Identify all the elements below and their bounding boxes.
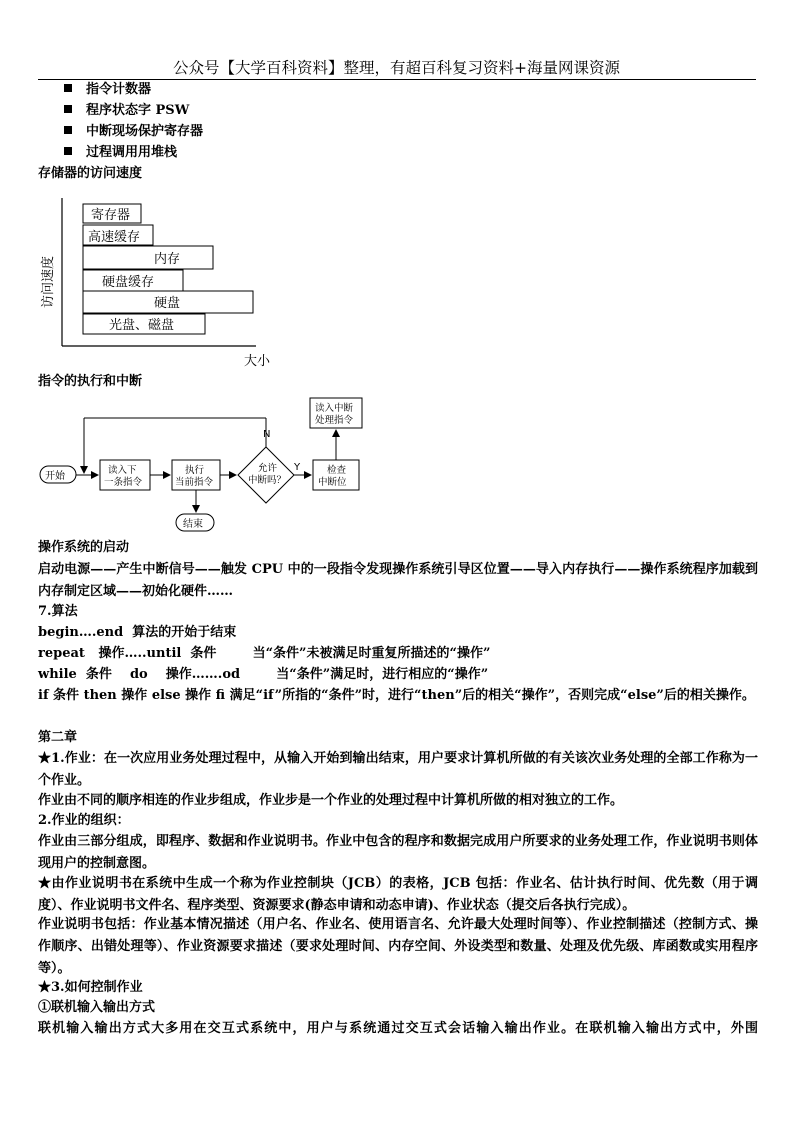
online-io-title: ①联机输入输出方式	[38, 1000, 156, 1015]
instruction-flowchart	[30, 394, 370, 536]
yes-label: Y	[294, 462, 301, 473]
memory-hierarchy-diagram	[30, 186, 330, 372]
bullet-item: 指令计数器	[64, 80, 151, 100]
online-io-paragraph: 联机输入输出方式大多用在交互式系统中，用户与系统通过交互式会话输入输出作业。在联机输入输出方式中，外围	[38, 1021, 758, 1036]
algorithm-while-line: while 条件 do 操作…….od 当“条件”满足时，进行相应的“操作”	[38, 667, 489, 682]
x-axis-label: 大小	[244, 354, 271, 369]
square-bullet-icon	[64, 147, 72, 155]
algorithm-title: 7.算法	[38, 604, 78, 619]
job-spec-paragraph: 作业说明书包括：作业基本情况描述（用户名、作业名、使用语言名、允许最大处理时间等）、作业控制描述（控制方式、操作顺序、出错处理等）、作业资源要求描述（要求处理时间、内存空间、外设类型和数量、处理及优先级、库函数或实用程序等）。	[38, 917, 758, 976]
end-label: 结束	[183, 519, 203, 530]
boot-title: 操作系统的启动	[38, 540, 130, 555]
decision-label: 中断吗？	[248, 475, 287, 486]
memory-level-label: 硬盘缓存	[102, 275, 155, 290]
boot-paragraph: 启动电源——产生中断信号——触发 CPU 中的一段指令发现操作系统引导区位置——导入内存执行——操作系统程序加载到内存制定区域——初始化硬件……	[38, 562, 758, 599]
bullet-item: 程序状态字 PSW	[64, 101, 189, 121]
handler-label: 读入中断	[315, 403, 354, 414]
bullet-item: 中断现场保护寄存器	[64, 122, 203, 142]
execute-label: 执行	[185, 465, 205, 476]
jcb-paragraph: ★由作业说明书在系统中生成一个称为作业控制块（JCB）的表格，JCB 包括：作业名、估计执行时间、优先数（用于调度）、作业说明书文件名、程序类型、资源要求(静态申请和动态申请)、作业状态（提交后各执行完成）。	[38, 876, 758, 913]
algorithm-if-line: if 条件 then 操作 else 操作 fi 满足“if”所指的“条件”时，进行“then”后的相关“操作”，否则完成“else”后的相关操作。	[38, 688, 755, 703]
square-bullet-icon	[64, 126, 72, 134]
page-header: 公众号【大学百科资料】整理，有超百科复习资料+海量网课资源	[173, 59, 620, 77]
y-axis-label: 访问速度	[41, 255, 56, 308]
square-bullet-icon	[64, 84, 72, 92]
fetch-label: 读入下	[108, 465, 137, 476]
square-bullet-icon	[64, 105, 72, 113]
job-definition: ★1.作业：在一次应用业务处理过程中，从输入开始到输出结束，用户要求计算机所做的有关该次业务处理的全部工作称为一个作业。	[38, 751, 758, 788]
job-organization-paragraph: 作业由三部分组成，即程序、数据和作业说明书。作业中包含的程序和数据完成用户所要求的业务处理工作，作业说明书则体现用户的控制意图。	[38, 834, 758, 871]
job-organization-title: 2.作业的组织：	[38, 813, 130, 828]
execute-label: 当前指令	[175, 477, 214, 488]
memory-level-label: 硬盘	[154, 296, 181, 311]
start-label: 开始	[45, 471, 65, 482]
memory-level-label: 寄存器	[91, 208, 131, 223]
algorithm-repeat-line: repeat 操作…..until 条件 当“条件”未被满足时重复所描述的“操作”	[38, 646, 491, 661]
memory-level-label: 内存	[154, 252, 181, 267]
memory-level-label: 光盘、磁盘	[109, 318, 175, 333]
memory-level-label: 高速缓存	[88, 230, 141, 245]
fetch-label: 一条指令	[104, 477, 143, 488]
interrupt-section-title: 指令的执行和中断	[38, 374, 143, 389]
chapter-heading: 第二章	[38, 730, 78, 745]
bullet-item: 过程调用用堆栈	[64, 143, 177, 163]
memory-section-title: 存储器的访问速度	[38, 166, 143, 181]
algorithm-begin-line: begin….end 算法的开始于结束	[38, 625, 237, 640]
check-interrupt-label: 中断位	[318, 477, 347, 488]
no-label: N	[263, 429, 271, 440]
job-steps-paragraph: 作业由不同的顺序相连的作业步组成，作业步是一个作业的处理过程中计算机所做的相对独立的工作。	[38, 793, 624, 808]
memory-level-box	[83, 246, 213, 269]
control-job-title: ★3.如何控制作业	[38, 980, 143, 995]
check-interrupt-label: 检查	[327, 465, 347, 476]
decision-label: 允许	[258, 463, 278, 474]
handler-label: 处理指令	[315, 415, 354, 426]
